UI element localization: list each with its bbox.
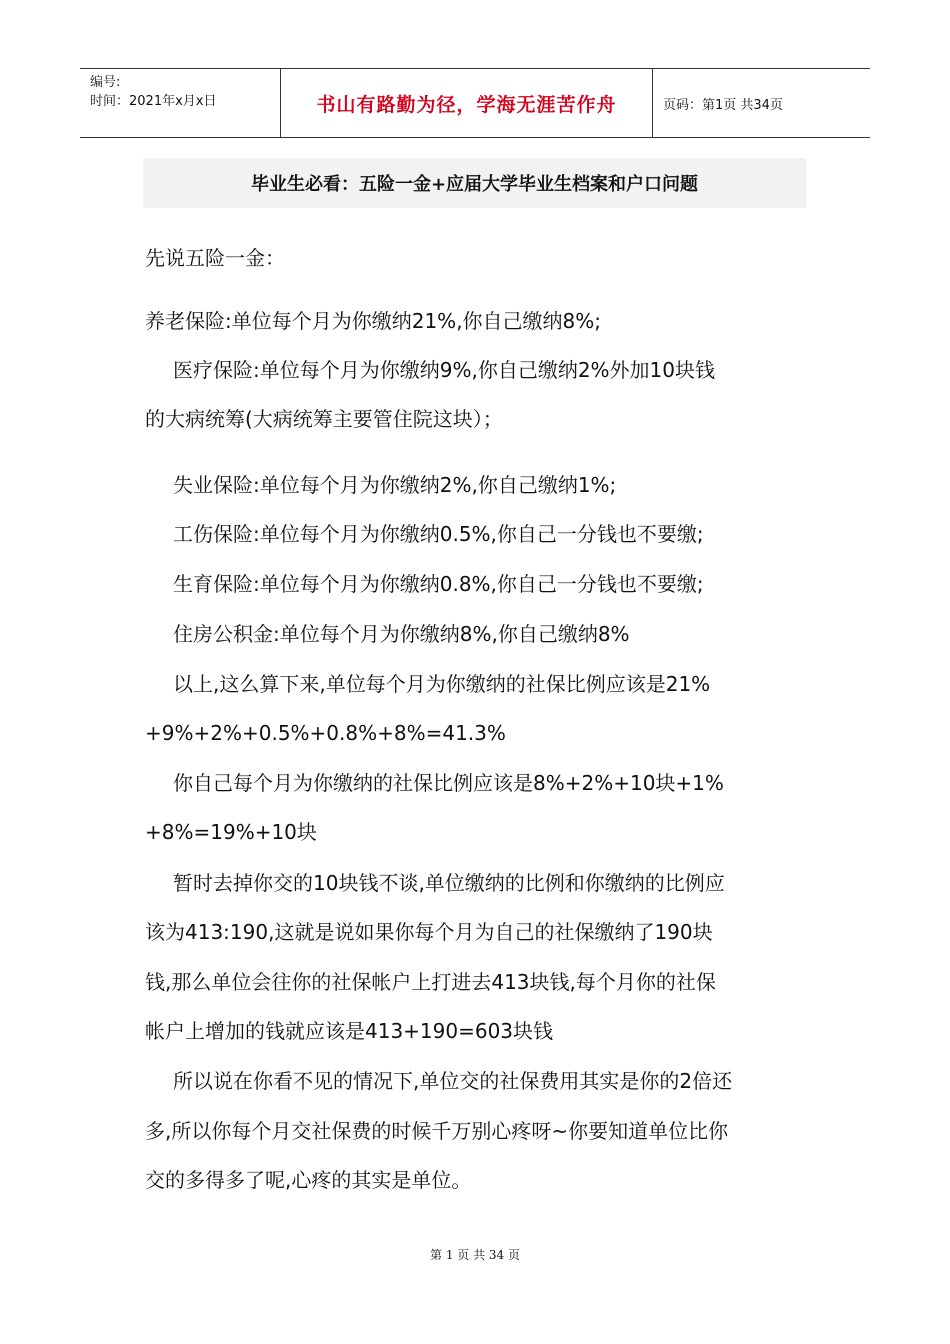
body-line: 医疗保险:单位每个月为你缴纳9%,你自己缴纳2%外加10块钱 — [173, 358, 716, 382]
body-line: 你自己每个月为你缴纳的社保比例应该是8%+2%+10块+1% — [173, 771, 724, 795]
document-header — [80, 68, 870, 138]
motto: 书山有路勤为径，学海无涯苦作舟 — [316, 93, 617, 116]
body-line: 所以说在你看不见的情况下,单位交的社保费用其实是你的2倍还 — [173, 1069, 733, 1093]
body-line: 失业保险:单位每个月为你缴纳2%,你自己缴纳1%; — [173, 473, 617, 497]
page-footer: 第 1 页 共 34 页 — [430, 1248, 520, 1262]
body-line: 暂时去掉你交的10块钱不谈,单位缴纳的比例和你缴纳的比例应 — [173, 871, 725, 895]
body-line: 以上,这么算下来,单位每个月为你缴纳的社保比例应该是21% — [173, 672, 711, 696]
body-line: 该为413:190,这就是说如果你每个月为自己的社保缴纳了190块 — [145, 920, 713, 944]
time-label: 时间：2021年x月x日 — [90, 94, 217, 109]
body-line: 生育保险:单位每个月为你缴纳0.8%,你自己一分钱也不要缴; — [173, 572, 704, 596]
body-line: 多,所以你每个月交社保费的时候千万别心疼呀~你要知道单位比你 — [145, 1119, 729, 1143]
body-line: 交的多得多了呢,心疼的其实是单位。 — [145, 1168, 472, 1192]
body-line: 工伤保险:单位每个月为你缴纳0.5%,你自己一分钱也不要缴; — [173, 522, 704, 546]
title-banner — [143, 158, 806, 208]
body-line: 住房公积金:单位每个月为你缴纳8%,你自己缴纳8% — [173, 622, 630, 646]
document-title: 毕业生必看：五险一金+应届大学毕业生档案和户口问题 — [250, 174, 699, 195]
code-label: 编号: — [90, 75, 121, 90]
header-motto-cell — [281, 69, 653, 137]
page-info: 页码：第1页 共34页 — [663, 97, 783, 113]
body-line: 钱,那么单位会往你的社保帐户上打进去413块钱,每个月你的社保 — [145, 970, 716, 994]
body-line: 帐户上增加的钱就应该是413+190=603块钱 — [145, 1019, 554, 1043]
header-page-info-cell — [653, 69, 870, 137]
body-line: 先说五险一金： — [145, 246, 285, 270]
body-line: 养老保险:单位每个月为你缴纳21%,你自己缴纳8%; — [145, 309, 602, 333]
body-line: +9%+2%+0.5%+0.8%+8%=41.3% — [145, 721, 506, 745]
header-meta — [80, 69, 281, 137]
body-line: +8%=19%+10块 — [145, 820, 317, 844]
body-line: 的大病统筹(大病统筹主要管住院这块）； — [145, 407, 503, 431]
